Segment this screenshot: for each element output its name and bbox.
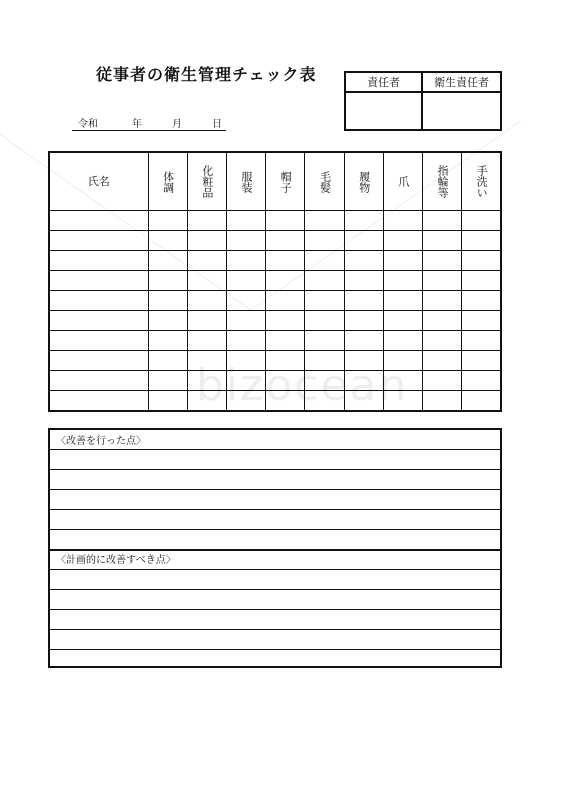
table-cell[interactable] [423, 251, 462, 271]
note-line[interactable] [50, 649, 500, 650]
table-cell[interactable] [49, 251, 148, 271]
table-cell[interactable] [344, 291, 383, 311]
note-line[interactable] [50, 509, 500, 510]
table-row [49, 351, 501, 371]
table-cell[interactable] [344, 231, 383, 251]
table-cell[interactable] [462, 331, 501, 351]
table-cell[interactable] [423, 331, 462, 351]
table-cell[interactable] [226, 211, 265, 231]
table-cell[interactable] [305, 231, 344, 251]
table-cell[interactable] [344, 271, 383, 291]
table-cell[interactable] [266, 351, 305, 371]
table-cell[interactable] [423, 371, 462, 391]
table-row [49, 371, 501, 391]
table-cell[interactable] [226, 251, 265, 271]
table-cell[interactable] [305, 311, 344, 331]
header-condition: 体調 [148, 152, 187, 211]
table-cell[interactable] [462, 351, 501, 371]
table-cell[interactable] [187, 291, 226, 311]
table-cell[interactable] [49, 231, 148, 251]
header-hair: 毛髪 [305, 152, 344, 211]
table-cell[interactable] [226, 271, 265, 291]
table-cell[interactable] [462, 291, 501, 311]
table-cell[interactable] [423, 231, 462, 251]
table-cell[interactable] [305, 371, 344, 391]
header-name: 氏名 [49, 152, 148, 211]
stamp-cell-hygiene[interactable] [423, 93, 500, 129]
table-cell[interactable] [383, 251, 422, 271]
table-cell[interactable] [226, 371, 265, 391]
table-cell[interactable] [148, 351, 187, 371]
table-cell[interactable] [423, 211, 462, 231]
table-cell[interactable] [148, 271, 187, 291]
stamp-header-hygiene: 衛生責任者 [423, 73, 500, 93]
table-cell[interactable] [49, 391, 148, 412]
table-cell[interactable] [187, 251, 226, 271]
table-cell[interactable] [187, 371, 226, 391]
table-cell[interactable] [266, 291, 305, 311]
table-cell[interactable] [383, 351, 422, 371]
table-cell[interactable] [226, 231, 265, 251]
planned-label: 〈計画的に改善すべき点〉 [56, 555, 176, 566]
table-cell[interactable] [462, 391, 501, 412]
header-nails: 爪 [383, 152, 422, 211]
table-cell[interactable] [344, 351, 383, 371]
table-row [49, 391, 501, 412]
table-cell[interactable] [383, 331, 422, 351]
table-cell[interactable] [226, 391, 265, 412]
table-cell[interactable] [383, 311, 422, 331]
table-cell[interactable] [462, 311, 501, 331]
date-day: 日 [212, 119, 222, 130]
table-cell[interactable] [148, 291, 187, 311]
note-line[interactable] [50, 469, 500, 470]
table-cell[interactable] [383, 291, 422, 311]
table-cell[interactable] [266, 251, 305, 271]
table-cell[interactable] [344, 311, 383, 331]
improved-label: 〈改善を行った点〉 [56, 436, 146, 447]
table-cell[interactable] [383, 271, 422, 291]
header-clothing: 服装 [226, 152, 265, 211]
table-cell[interactable] [383, 231, 422, 251]
table-cell[interactable] [266, 331, 305, 351]
table-cell[interactable] [49, 371, 148, 391]
watermark: bizocean [196, 360, 409, 411]
notes-box [48, 428, 502, 668]
table-cell[interactable] [226, 311, 265, 331]
table-cell[interactable] [344, 251, 383, 271]
table-cell[interactable] [305, 271, 344, 291]
note-line[interactable] [50, 609, 500, 610]
table-cell[interactable] [266, 271, 305, 291]
table-cell[interactable] [305, 291, 344, 311]
table-row [49, 271, 501, 291]
header-footwear: 履物 [344, 152, 383, 211]
table-cell[interactable] [266, 371, 305, 391]
table-body [49, 211, 501, 412]
table-cell[interactable] [344, 391, 383, 412]
note-line[interactable] [50, 549, 500, 551]
page-title: 従事者の衛生管理チェック表 [96, 65, 317, 84]
table-cell[interactable] [187, 231, 226, 251]
table-cell[interactable] [148, 211, 187, 231]
table-cell[interactable] [49, 271, 148, 291]
table-row [49, 231, 501, 251]
note-line[interactable] [50, 489, 500, 490]
table-row [49, 251, 501, 271]
note-line[interactable] [50, 589, 500, 590]
table-cell[interactable] [187, 391, 226, 412]
table-cell[interactable] [148, 311, 187, 331]
table-cell[interactable] [423, 391, 462, 412]
date-year: 年 [132, 119, 142, 130]
table-cell[interactable] [187, 311, 226, 331]
table-cell[interactable] [462, 231, 501, 251]
table-cell[interactable] [462, 371, 501, 391]
table-cell[interactable] [148, 331, 187, 351]
table-cell[interactable] [423, 271, 462, 291]
table-row [49, 311, 501, 331]
table-cell[interactable] [49, 351, 148, 371]
table-cell[interactable] [383, 371, 422, 391]
note-line[interactable] [50, 629, 500, 630]
note-line[interactable] [50, 449, 500, 450]
table-cell[interactable] [423, 351, 462, 371]
table-cell[interactable] [148, 251, 187, 271]
check-table [48, 151, 502, 412]
table-cell[interactable] [266, 311, 305, 331]
table-cell[interactable] [305, 251, 344, 271]
table-cell[interactable] [187, 211, 226, 231]
note-line[interactable] [50, 529, 500, 530]
header-hat: 帽子 [266, 152, 305, 211]
table-cell[interactable] [226, 351, 265, 371]
table-cell[interactable] [148, 391, 187, 412]
table-cell[interactable] [49, 211, 148, 231]
table-cell[interactable] [49, 311, 148, 331]
table-cell[interactable] [383, 211, 422, 231]
header-rings: 指輪等 [423, 152, 462, 211]
table-cell[interactable] [383, 391, 422, 412]
date-field[interactable] [72, 114, 226, 131]
table-cell[interactable] [266, 391, 305, 412]
note-line[interactable] [50, 569, 500, 570]
table-cell[interactable] [344, 371, 383, 391]
table-cell[interactable] [49, 331, 148, 351]
header-handwashing: 手洗い [462, 152, 501, 211]
table-cell[interactable] [462, 211, 501, 231]
date-era: 令和 [78, 119, 98, 130]
table-cell[interactable] [49, 291, 148, 311]
table-cell[interactable] [344, 331, 383, 351]
table-cell[interactable] [305, 331, 344, 351]
table-row [49, 291, 501, 311]
date-month: 月 [172, 119, 182, 130]
table-cell[interactable] [462, 271, 501, 291]
header-row [49, 152, 501, 211]
stamp-box [344, 71, 502, 131]
table-cell[interactable] [187, 271, 226, 291]
table-cell[interactable] [305, 391, 344, 412]
table-cell[interactable] [305, 351, 344, 371]
table-cell[interactable] [305, 211, 344, 231]
table-cell[interactable] [266, 231, 305, 251]
table-cell[interactable] [344, 211, 383, 231]
table-cell[interactable] [187, 331, 226, 351]
stamp-header-responsible: 責任者 [346, 73, 423, 93]
table-row [49, 331, 501, 351]
table-row [49, 211, 501, 231]
header-cosmetics: 化粧品 [187, 152, 226, 211]
table-cell[interactable] [462, 251, 501, 271]
table-cell[interactable] [226, 291, 265, 311]
table-cell[interactable] [226, 331, 265, 351]
table-cell[interactable] [148, 371, 187, 391]
table-cell[interactable] [423, 311, 462, 331]
table-cell[interactable] [148, 231, 187, 251]
table-cell[interactable] [423, 291, 462, 311]
stamp-cell-responsible[interactable] [346, 93, 423, 129]
table-cell[interactable] [187, 351, 226, 371]
table-cell[interactable] [266, 211, 305, 231]
